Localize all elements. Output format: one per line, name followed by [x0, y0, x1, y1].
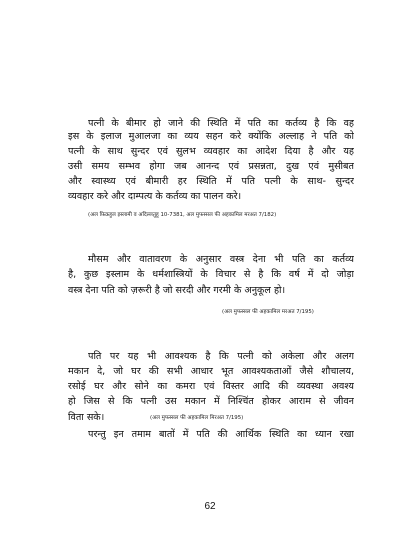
page-number: 62 [204, 501, 216, 512]
paragraph-3-line-5: विता सके। [68, 412, 105, 423]
paragraph-3-reference: (अल मुफस्सल फी अहकामिल मिरअत 7/195) [150, 415, 244, 421]
paragraph-1-line-2: इस के इलाज मुआलजा का व्यय सहन करे क्योंकि अल्लाह ने पति को [68, 131, 354, 142]
paragraph-1-reference: (अल फ़िक़हुल इस्लामी व अदिल्लतुहू 10-7381, अल मुफस्सल फी अहकामिल मरअत 7/182) [88, 212, 277, 218]
paragraph-1-line-6: व्यवहार करे और दाम्पत्य के कर्तव्य का पालन करे। [68, 191, 242, 202]
paragraph-3-line-4: हो जिस से कि पत्नी उस मकान में निश्चिंत होकर आराम से जीवन [68, 396, 354, 407]
paragraph-3-line-2: मकान दे, जो घर की सभी आधार भूत आवश्यकताओं जैसे शौचालय, [68, 366, 354, 377]
paragraph-2-line-3: वस्त्र देना पति को ज़रूरी है जो सरदी और गरमी के अनुकूल हो। [68, 285, 286, 296]
paragraph-1-line-4: उसी समय सम्भव होगा जब आनन्द एवं प्रसन्नता, दुख एवं मुसीबत [68, 161, 354, 172]
paragraph-1-line-1: पत्नी के बीमार हो जाने की स्थिति में पति का कर्तव्य है कि वह [88, 118, 354, 129]
paragraph-2-line-2: है, कुछ इस्लाम के धर्मशास्त्रियों के विचार से है कि वर्ष में दो जोड़ा [68, 269, 354, 280]
paragraph-3-line-3: रसोई घर और सोने का कमरा एवं विस्तर आदि की व्यवस्था अवश्य [68, 381, 354, 392]
paragraph-2-reference: (अल मुफस्सल फी अहकामिल मरअत 7/195) [222, 309, 314, 315]
paragraph-3-line-1: पति पर यह भी आवश्यक है कि पत्नी को अकेला और अलग [88, 351, 354, 362]
closing-line: परन्तु इन तमाम बातों में पति की आर्थिक स्थिति का ध्यान रखा [88, 429, 354, 440]
paragraph-1-line-5: और स्वास्थ्य एवं बीमारी हर स्थिति में पति पत्नी के साथ- सुन्दर [68, 176, 354, 187]
paragraph-2-line-1: मौसम और वातावरण के अनुसार वस्त्र देना भी पति का कर्तव्य [88, 254, 354, 265]
paragraph-1-line-3: पत्नी के साथ सुन्दर एवं सुलभ व्यवहार का आदेश दिया है और यह [68, 146, 354, 157]
